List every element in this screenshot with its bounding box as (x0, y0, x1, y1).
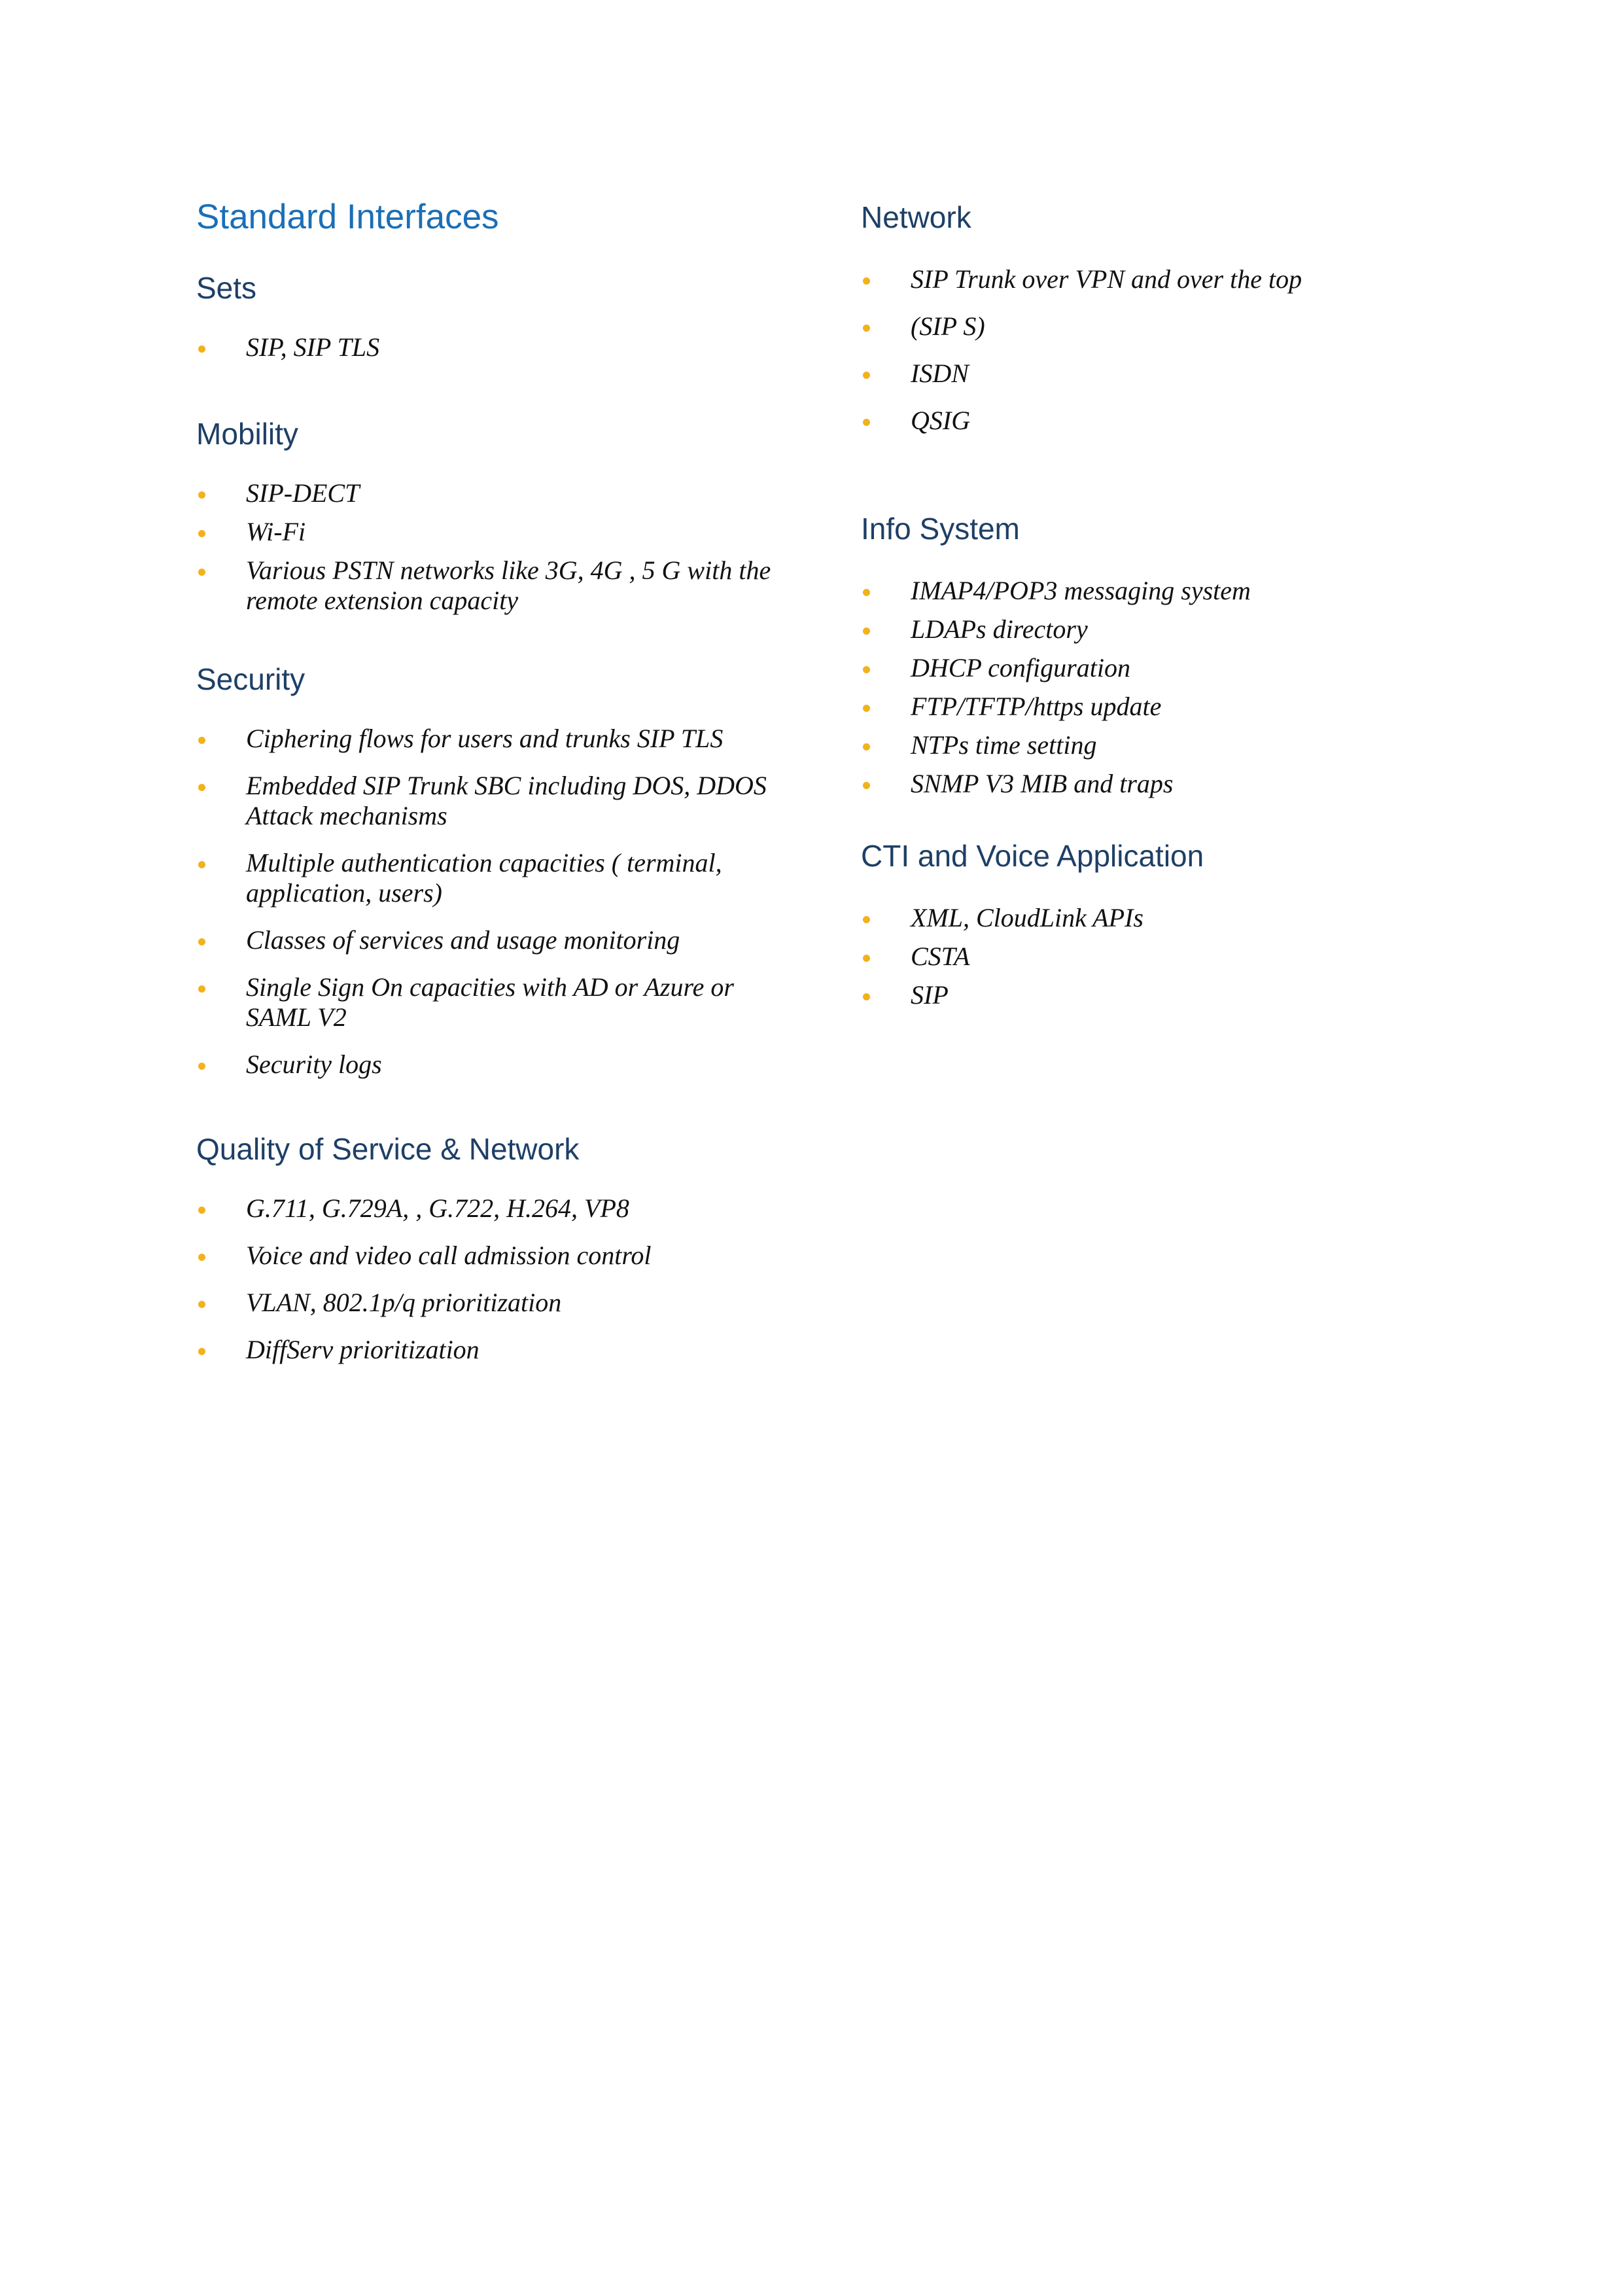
bullet-icon (198, 569, 205, 576)
list-item: Voice and video call admission control (196, 1241, 785, 1271)
section-cti-voice-application (861, 835, 1450, 1019)
section-heading: Quality of Service & Network (196, 1132, 580, 1166)
section-heading: Mobility (196, 417, 298, 451)
bullet-icon (863, 782, 870, 789)
list-item: Various PSTN networks like 3G, 4G , 5 G with the remote extension capacity (196, 556, 785, 616)
bullet-icon (863, 666, 870, 673)
section-security (196, 658, 785, 1097)
list-item: Multiple authentication capacities ( terminal, application, users) (196, 848, 785, 908)
list-item: SNMP V3 MIB and traps (861, 769, 1450, 799)
bullet-icon (198, 491, 205, 499)
bullet-icon (863, 325, 870, 332)
bullet-icon (863, 627, 870, 635)
section-network (861, 196, 1450, 453)
bullet-list (196, 1193, 785, 1365)
section-heading: CTI and Voice Application (861, 839, 1204, 873)
list-item: IMAP4/POP3 messaging system (861, 576, 1450, 606)
bullet-list (861, 576, 1450, 799)
section-quality-of-service (196, 1128, 785, 1382)
list-item: G.711, G.729A, , G.722, H.264, VP8 (196, 1193, 785, 1224)
section-heading: Info System (861, 512, 1020, 546)
section-mobility (196, 413, 785, 624)
list-item: NTPs time setting (861, 730, 1450, 760)
bullet-icon (863, 372, 870, 379)
bullet-icon (198, 1254, 205, 1261)
bullet-icon (198, 1301, 205, 1308)
list-item: XML, CloudLink APIs (861, 903, 1450, 933)
bullet-icon (198, 345, 205, 353)
list-item: Wi-Fi (196, 517, 785, 547)
bullet-icon (198, 1348, 205, 1355)
section-info-system (861, 508, 1450, 807)
bullet-icon (198, 1063, 205, 1070)
list-item: Ciphering flows for users and trunks SIP TLS (196, 724, 785, 754)
bullet-icon (863, 993, 870, 1000)
list-item: CSTA (861, 942, 1450, 972)
bullet-list (196, 724, 785, 1080)
list-item: DiffServ prioritization (196, 1335, 785, 1365)
bullet-list (196, 478, 785, 616)
bullet-list (861, 903, 1450, 1010)
list-item: VLAN, 802.1p/q prioritization (196, 1288, 785, 1318)
bullet-icon (863, 743, 870, 751)
list-item: Security logs (196, 1050, 785, 1080)
list-item: SIP-DECT (196, 478, 785, 508)
section-sets (196, 267, 785, 380)
bullet-list (196, 332, 785, 362)
list-item: Single Sign On capacities with AD or Azure or SAML V2 (196, 972, 785, 1033)
list-item: LDAPs directory (861, 614, 1450, 645)
list-item: SIP, SIP TLS (196, 332, 785, 362)
bullet-icon (863, 955, 870, 962)
bullet-icon (198, 784, 205, 791)
list-item: QSIG (861, 406, 1450, 436)
bullet-icon (198, 1207, 205, 1214)
bullet-icon (863, 277, 870, 285)
bullet-icon (863, 589, 870, 596)
section-heading: Network (861, 200, 971, 234)
list-item: SIP (861, 980, 1450, 1010)
section-heading: Sets (196, 271, 257, 305)
bullet-icon (198, 737, 205, 744)
bullet-icon (198, 985, 205, 993)
bullet-icon (863, 916, 870, 923)
list-item: Classes of services and usage monitoring (196, 925, 785, 955)
section-heading: Security (196, 662, 305, 696)
list-item: DHCP configuration (861, 653, 1450, 683)
bullet-icon (198, 938, 205, 945)
bullet-icon (863, 705, 870, 712)
bullet-icon (198, 530, 205, 537)
bullet-icon (198, 861, 205, 868)
list-item: (SIP S) (861, 311, 1450, 342)
bullet-list (861, 264, 1450, 436)
list-item: SIP Trunk over VPN and over the top (861, 264, 1450, 294)
list-item: Embedded SIP Trunk SBC including DOS, DDOS Attack mechanisms (196, 771, 785, 831)
list-item: ISDN (861, 359, 1450, 389)
page-title: Standard Interfaces (196, 198, 499, 236)
bullet-icon (863, 419, 870, 426)
list-item: FTP/TFTP/https update (861, 692, 1450, 722)
